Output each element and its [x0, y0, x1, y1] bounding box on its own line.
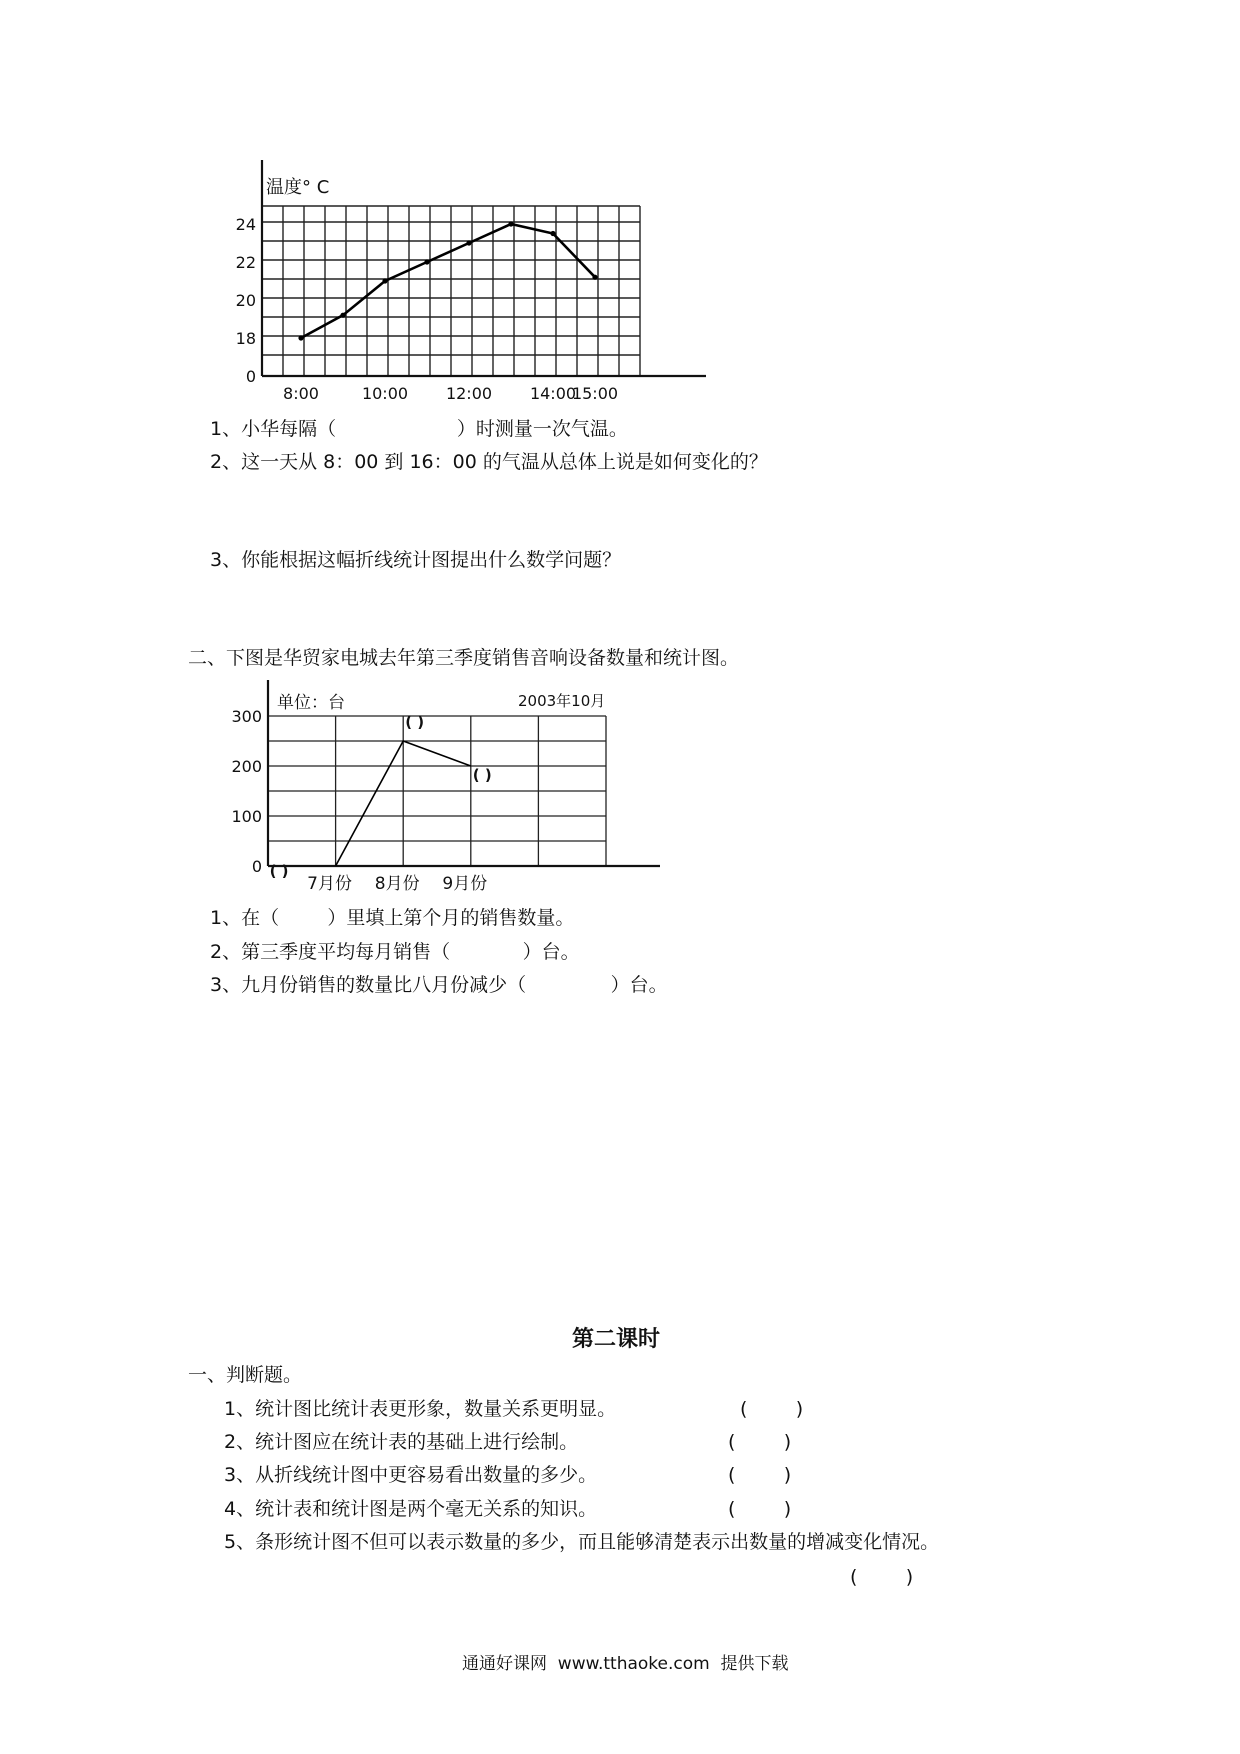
x-tick-labels: [307, 874, 487, 894]
y-tick-label: 22: [235, 253, 256, 272]
y-tick-label: 20: [235, 291, 256, 310]
y-tick-labels: [231, 707, 262, 876]
y-tick-label: 0: [245, 367, 256, 386]
blank-label: ( ): [472, 766, 492, 784]
x-tick-label: 10:00: [361, 384, 409, 403]
lesson-title: 第二课时: [572, 1327, 661, 1352]
judgement-item: 4、统计表和统计图是两个毫无关系的知识。: [224, 1498, 598, 1520]
section-2-heading: 二、下图是华贸家电城去年第三季度销售音响设备数量和统计图。: [188, 647, 740, 669]
y-tick-label: 0: [251, 857, 262, 876]
blank-label: ( ): [269, 862, 289, 880]
answer-paren: ( ): [850, 1566, 914, 1588]
chart-grid: [268, 716, 606, 866]
y-tick-label: 18: [235, 329, 256, 348]
question-1-2: 2、这一天从 8：00 到 16：00 的气温从总体上说是如何变化的？: [210, 451, 768, 473]
y-tick-label: 200: [231, 757, 262, 776]
answer-blanks: [270, 713, 492, 880]
page-footer: 通通好课网 www.tthaoke.com 提供下载: [462, 1654, 789, 1674]
date-label: 2003年10月: [518, 692, 606, 710]
judgement-heading: 一、判断题。: [188, 1364, 303, 1386]
unit-label: 单位：台: [277, 693, 345, 713]
answer-paren: ( ): [728, 1498, 792, 1520]
answer-paren: ( ): [740, 1398, 804, 1420]
y-axis-label: 温度° C: [266, 177, 330, 198]
judgement-item: 3、从折线统计图中更容易看出数量的多少。: [224, 1464, 598, 1486]
blank-label: ( ): [405, 713, 425, 731]
y-tick-label: 24: [235, 215, 256, 234]
judgement-item: 2、统计图应在统计表的基础上进行绘制。: [224, 1431, 579, 1453]
question-2-1: 1、在（ ）里填上第个月的销售数量。: [210, 907, 575, 929]
x-tick-label: 7月份: [307, 874, 353, 894]
x-tick-label: 8:00: [283, 384, 319, 403]
question-2-2: 2、第三季度平均每月销售（ ）台。: [210, 941, 580, 963]
x-tick-label: 12:00: [445, 384, 493, 403]
question-1-3: 3、你能根据这幅折线统计图提出什么数学问题？: [210, 549, 622, 571]
answer-paren: ( ): [728, 1431, 792, 1453]
y-tick-label: 300: [231, 707, 262, 726]
judgement-item: 5、条形统计图不但可以表示数量的多少，而且能够清楚表示出数量的增减变化情况。: [224, 1531, 940, 1553]
x-tick-label: 9月份: [442, 874, 488, 894]
x-tick-label: 15:00: [571, 384, 619, 403]
answer-paren: ( ): [728, 1464, 792, 1486]
question-2-3: 3、九月份销售的数量比八月份减少（ ）台。: [210, 974, 668, 996]
judgement-item: 1、统计图比统计表更形象，数量关系更明显。: [224, 1398, 617, 1420]
x-tick-label: 8月份: [374, 874, 420, 894]
x-tick-label: 14:00: [529, 384, 577, 403]
question-1-1: 1、小华每隔（ ）时测量一次气温。: [210, 418, 628, 440]
y-tick-label: 100: [231, 807, 262, 826]
